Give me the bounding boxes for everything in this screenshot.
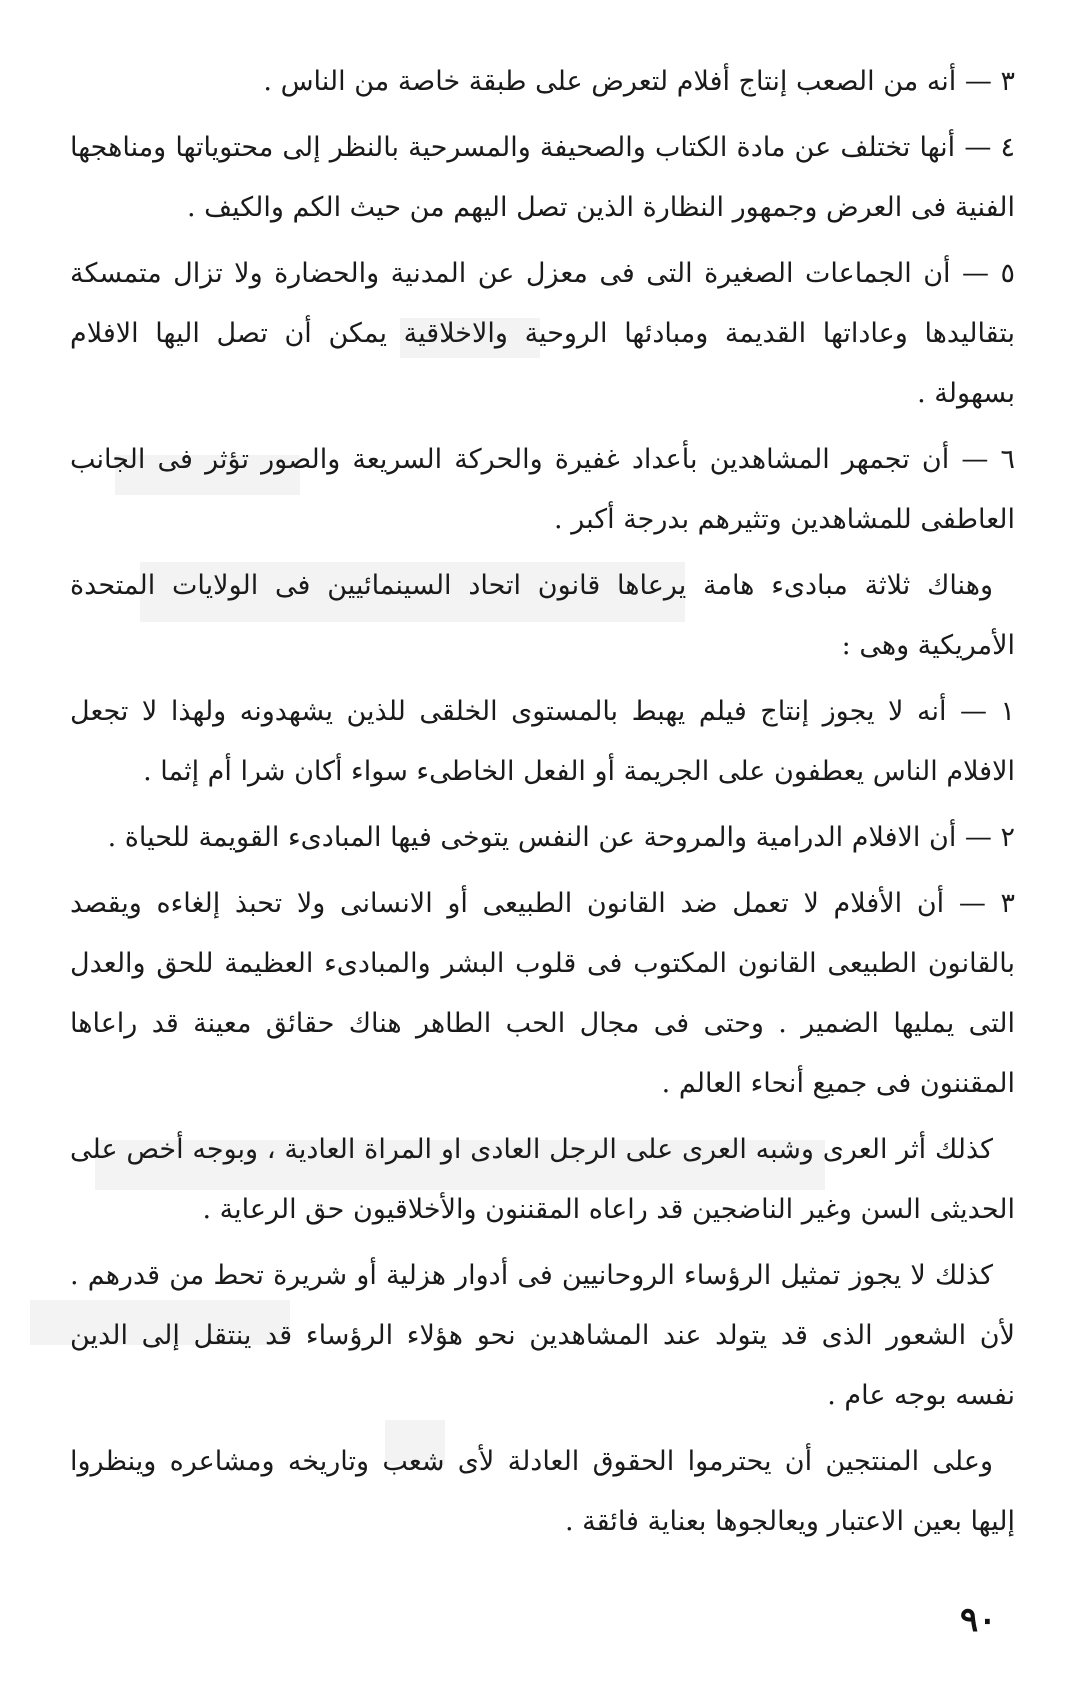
paragraph-producers: وعلى المنتجين أن يحترموا الحقوق العادلة لأى شعب وتاريخه ومشاعره وينظروا إليها بعين الاعتبار ويعالجوها بعناية فائقة .	[70, 1446, 1015, 1537]
paragraph-item-5: ٥ — أن الجماعات الصغيرة التى فى معزل عن المدنية والحضارة ولا تزال متمسكة بتقاليدها وعاداتها القديمة ومبادئها الروحية والاخلاقية يمكن أن تصل اليها الافلام بسهولة .	[70, 258, 1015, 409]
paragraph-principle-2: ٢ — أن الافلام الدرامية والمروحة عن النفس يتوخى فيها المبادىء القويمة للحياة .	[107, 822, 1015, 853]
paragraph-item-3: ٣ — أنه من الصعب إنتاج أفلام لتعرض على طبقة خاصة من الناس .	[263, 66, 1015, 97]
paragraph-item-4: ٤ — أنها تختلف عن مادة الكتاب والصحيفة والمسرحية بالنظر إلى محتوياتها ومناهجها الفنية فى العرض وجمهور النظارة الذين تصل اليهم من حيث الكم والكيف .	[70, 132, 1015, 223]
paragraph-nudity: كذلك أثر العرى وشبه العرى على الرجل العادى او المراة العادية ، وبوجه أخص على الحديثى السن وغير الناضجين قد راعاه المقننون والأخلاقيون حق الرعاية .	[70, 1134, 1015, 1225]
paragraph-principle-1: ١ — أنه لا يجوز إنتاج فيلم يهبط بالمستوى الخلقى للذين يشهدونه ولهذا لا تجعل الافلام الناس يعطفون على الجريمة أو الفعل الخاطىء سواء أكان شرا أم إثما .	[70, 696, 1015, 787]
paragraph-clergy: كذلك لا يجوز تمثيل الرؤساء الروحانيين فى أدوار هزلية أو شريرة تحط من قدرهم . لأن الشعور الذى قد يتولد عند المشاهدين نحو هؤلاء الرؤساء قد ينتقل إلى الدين نفسه بوجه عام .	[70, 1260, 1015, 1411]
paragraph-principle-3: ٣ — أن الأفلام لا تعمل ضد القانون الطبيعى أو الانسانى ولا تحبذ إلغاءه ويقصد بالقانون الطبيعى القانون المكتوب فى قلوب البشر والمبادىء العظيمة للحق والعدل التى يمليها الضمير . وحتى فى مجال الحب الطاهر هناك حقائق معينة قد راعاها المقننون فى جميع أنحاء العالم .	[70, 888, 1015, 1099]
page-number: ٩٠	[960, 1600, 997, 1640]
book-page	[70, 52, 1015, 1652]
paragraph-item-6: ٦ — أن تجمهر المشاهدين بأعداد غفيرة والحركة السريعة والصور تؤثر فى الجانب العاطفى للمشاهدين وتثيرهم بدرجة أكبر .	[70, 444, 1015, 535]
paragraph-principles-intro: وهناك ثلاثة مبادىء هامة يرعاها قانون اتحاد السينمائيين فى الولايات المتحدة الأمريكية وهى :	[70, 570, 1015, 661]
